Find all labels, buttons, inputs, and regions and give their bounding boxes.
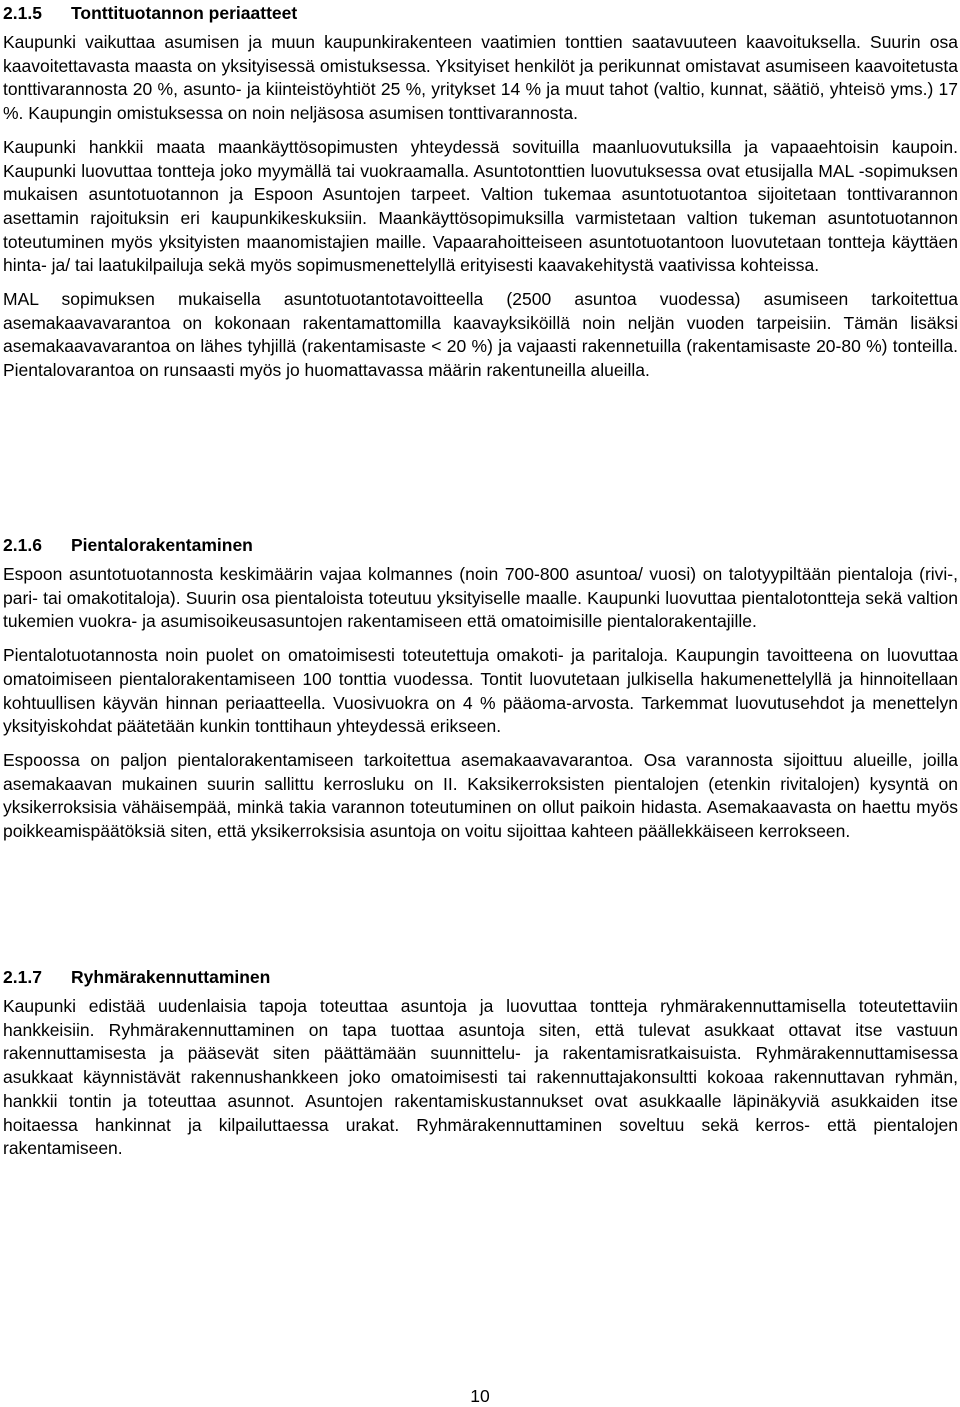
section-body-2-1-5 <box>3 31 958 383</box>
section-body-2-1-6 <box>3 563 958 844</box>
section-title: Tonttituotannon periaatteet <box>71 3 298 23</box>
paragraph: Pientalotuotannosta noin puolet on omatoimisesti toteutettuja omakoti- ja paritaloja. Kaupungin tavoitteena on luovuttaa omatoimiseen pientalorakentamiseen 100 tonttia vuodessa. Tontit luovutetaan julkisella hakumenettelyllä ja hinnoitellaan kohtuullisen käyvän hinnan periaatteella. Vuosivuokra on 4 % pääoma-arvosta. Tarkemmat luovutusehdot ja menettelyn yksityiskohdat päätetään kunkin tonttihaun yhteydessä erikseen. <box>3 645 958 737</box>
section-title: Pientalorakentaminen <box>71 535 253 555</box>
page-number: 10 <box>470 1386 490 1406</box>
paragraph: Kaupunki vaikuttaa asumisen ja muun kaupunkirakenteen vaatimien tonttien saatavuuteen kaavoituksella. Suurin osa kaavoitettavasta maasta on yksityisessä omistuksessa. Yksityiset henkilöt ja perikunnat omistavat asumiseen kaavoitetusta tonttivarannosta 20 %, asunto- ja kiinteistöyhtiöt 25 %, yritykset 14 % ja muut tahot (valtio, kunnat, säätiö, yhteisö yms.) 17 %. Kaupungin omistuksessa on noin neljäsosa asumisen tonttivarannosta. <box>3 32 958 124</box>
section-title: Ryhmärakennuttaminen <box>71 967 271 987</box>
section-number: 2.1.7 <box>3 967 42 987</box>
section-number: 2.1.5 <box>3 3 42 23</box>
paragraph: MAL sopimuksen mukaisella asuntotuotantotavoitteella (2500 asuntoa vuodessa) asumiseen tarkoitettua asemakaavavarantoa on kokonaan rakentamattomilla kaavayksiköillä noin neljän vuoden tarpeisiin. Tämän lisäksi asemakaavavarantoa on lähes tyhjillä (rakentamisaste < 20 %) ja vajaasti rakennetuilla (rakentamisaste 20-80 %) tonteilla. Pientalovarantoa on runsaasti myös jo huomattavassa määrin rakentuneilla alueilla. <box>3 289 958 381</box>
paragraph: Espoossa on paljon pientalorakentamiseen tarkoitettua asemakaavavarantoa. Osa varannosta sijoittuu alueille, joilla asemakaavan mukainen suurin sallittu kerrosluku on II. Kaksikerroksisten pientalojen (etenkin rivitalojen) kysyntä on yksikerroksisia vähäisempää, minkä takia varannon toteutuminen on ollut paikoin hidasta. Asemakaavasta on haettu myös poikkeamispäätöksiä siten, että yksikerroksisia asuntoja on voitu sijoittaa kahteen päällekkäiseen kerrokseen. <box>3 749 958 842</box>
paragraph: Kaupunki hankkii maata maankäyttösopimusten yhteydessä sovituilla maanluovutuksilla ja vapaaehtoisin kaupoin. Kaupunki luovuttaa tontteja joko myymällä tai vuokraamalla. Asuntotonttien luovutuksessa ovat etusijalla MAL -sopimuksen mukaisen asuntotuotannon ja Espoon Asuntojen tarpeet. Valtion tukemaa asuntotuotantoa sijoitetaan tonttivarannon asettamin rajoituksin eri kaupunkikeskuksiin. Maankäyttösopimuksilla varmistetaan valtion tukeman asuntotuotannon toteutuminen myös yksityisten maanomistajien maille. Vapaarahoitteiseen asuntotuotantoon luovutetaan tontteja käyttäen hinta- ja/ tai laatukilpailuja sekä myös sopimusmenettelyllä erityisesti kaavakehitystä vaativissa kohteissa. <box>3 136 958 276</box>
section-heading-2-1-6 <box>3 533 253 557</box>
section-number: 2.1.6 <box>3 535 42 555</box>
section-heading-2-1-7 <box>3 965 270 989</box>
section-body-2-1-7 <box>3 995 958 1161</box>
section-heading-2-1-5 <box>3 1 297 25</box>
paragraph: Kaupunki edistää uudenlaisia tapoja toteuttaa asuntoja ja luovuttaa tontteja ryhmärakennuttamisella toteutettaviin hankkeisiin. Ryhmärakennuttaminen on tapa tuottaa asuntoja siten, että tulevat asukkaat ottavat itse vastuun rakennuttamisesta ja pääsevät siten päättämään suunnittelu- ja rakentamisratkaisuista. Ryhmärakennuttamisessa asukkaat käynnistävät rakennushankkeen joko omatoimisesti tai rakennuttajakonsultti kokoaa rakennuttavan ryhmän, hankkii tontin ja toteuttaa asunnot. Asuntojen rakentamiskustannukset ovat asukkaalle läpinäkyviä asukkaiden itse hoitaessa hankinnat ja kilpailuttaessa urakat. Ryhmärakennuttaminen soveltuu sekä kerros- että pientalojen rakentamiseen. <box>3 996 958 1159</box>
paragraph: Espoon asuntotuotannosta keskimäärin vajaa kolmannes (noin 700-800 asuntoa/ vuosi) on talotyypiltään pientaloja (rivi-, pari- tai omakotitaloja). Suurin osa pientaloista toteutuu yksityiselle maalle. Kaupunki luovuttaa pientalotontteja sekä valtion tukemien vuokra- ja asumisoikeusasuntojen rakentamiseen että omatoimisille pientalorakentajille. <box>3 564 958 632</box>
